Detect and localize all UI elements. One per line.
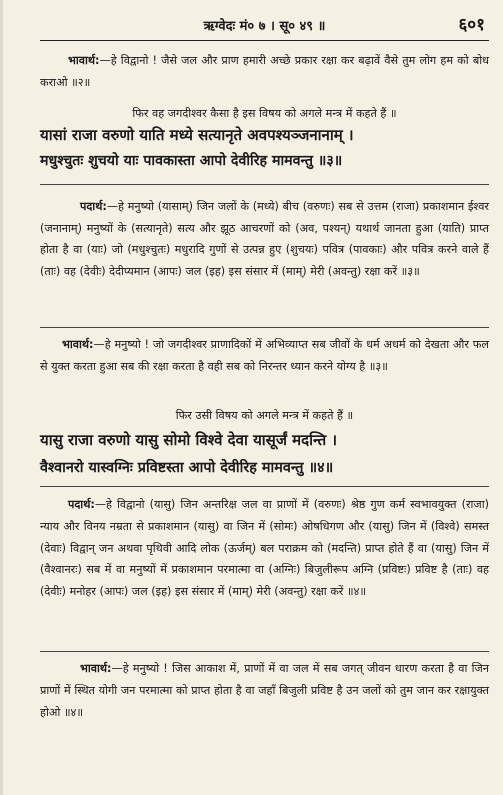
bhavarth-3 (40, 334, 489, 378)
bhavarth-text: —हे मनुष्यो ! जो जगदीश्वर प्राणादिकों में अभिव्याप्त सब जीवों के धर्म अधर्म को देखता और फल से युक्त करता हुआ सब की रक्षा करता है वही सब को निरन्तर ध्यान करने योग्य है ॥३॥ (40, 338, 489, 373)
mantra-4-intro: फिर उसी विषय को अगले मन्त्र में कहते हैं ॥ (175, 409, 354, 422)
mantra-3 (40, 122, 489, 174)
page-header (40, 6, 489, 41)
divider (40, 651, 489, 652)
mantra-4 (40, 426, 489, 482)
padarth-3 (40, 196, 489, 282)
bhavarth-2 (40, 50, 489, 94)
mantra-4-line-2: वैश्वानरो यास्वग्निः प्रविष्टस्ता आपो देवीरिह मामवन्तु ॥४॥ (40, 460, 334, 476)
padarth-text: —हे विद्वानो (यासु) जिन अन्तरिक्ष जल वा प्राणों में (वरुणः) श्रेष्ठ गुण कर्म स्वभावयुक्त (राजा) न्याय और विनय नम्रता से प्रकाशमान (यासु) वा जिन में (सोमः) ओषधिगण और (यासु) जिन में (विश्वे) समस्त (देवाः) विद्वान् जन अथवा पृथिवी आदि लोक (ऊर्जम्) बल पराक्रम को (मदन्ति) प्राप्त होते हैं वा (यासु) जिन में (वैश्वानरः) सब में वा मनुष्यों में प्रकाशमान परमात्मा वा (अग्निः) बिजुलीरूप अग्नि (प्रविष्टः) प्रविष्ट है (ताः) वह (देवीः) मनोहर (आपः) जल (इह) इस संसार में (माम्) मेरी (अवन्तु) रक्षा करें ॥४॥ (40, 498, 489, 599)
padarth-text: —हे मनुष्यो (यासाम्) जिन जलों के (मध्ये) बीच (वरुणः) सब से उत्तम (राजा) प्रकाशमान ईश्वर (जनानाम्) मनुष्यों के (सत्यानृते) सत्य और झूठ आचरणों को (अव, पश्यन्) यथार्थ जानता हुआ (याति) प्राप्त होता है वा (याः) जो (मधुश्चुतः) मधुरादि गुणों से उत्पन्न हुए (शुचयः) पवित्र (पावकाः) और पवित्र करने वाले हैं (ताः) वह (देवीः) देदीप्यमान (आपः) जल (इह) इस संसार में (माम्) मेरी (अवन्तु) रक्षा करें ॥३॥ (40, 200, 489, 278)
divider (40, 486, 489, 487)
padarth-label: पदार्थ: (68, 498, 95, 511)
bhavarth-4 (40, 658, 489, 724)
page-number: ६०१ (458, 15, 485, 35)
page-edge (0, 0, 3, 795)
mantra-3-line-1: यासां राजा वरुणो याति मध्ये सत्यानृते अवपश्यञ्जनानाम् । (40, 126, 354, 144)
mantra-3-line-2: मधुश्चुतः शुचयो याः पावकास्ता आपो देवीरिह मामवन्तु ॥३॥ (40, 153, 343, 169)
bhavarth-text: —हे विद्वानो ! जैसे जल और प्राण हमारी अच्छे प्रकार रक्षा कर बढ़ावें वैसे तुम लोग हम को बोध कराओ ॥२॥ (40, 54, 489, 89)
padarth-label: पदार्थ: (80, 200, 107, 213)
divider (40, 184, 489, 185)
bhavarth-text: —हे मनुष्यो ! जिस आकाश में, प्राणों में वा जल में सब जगत् जीवन धारण करता है वा जिन प्राणों में स्थित योगी जन परमात्मा को प्राप्त होता है वा जहाँ बिजुली प्रविष्ट है उन जलों को तुम जान कर रक्षायुक्त होओ ॥४॥ (40, 662, 489, 719)
bhavarth-label: भावार्थ: (62, 338, 94, 351)
running-title: ऋग्वेदः मं० ७ । सू० ४९ ॥ (203, 19, 326, 34)
mantra-4-line-1: यासु राजा वरुणो यासु सोमो विश्वे देवा यासूर्जं मदन्ति । (40, 431, 338, 449)
divider (40, 327, 489, 328)
padarth-4 (40, 494, 489, 603)
bhavarth-label: भावार्थ: (80, 662, 112, 675)
mantra-3-intro: फिर वह जगदीश्वर कैसा है इस विषय को अगले मन्त्र में कहते हैं ॥ (132, 107, 397, 120)
bhavarth-label: भावार्थ: (68, 54, 100, 67)
